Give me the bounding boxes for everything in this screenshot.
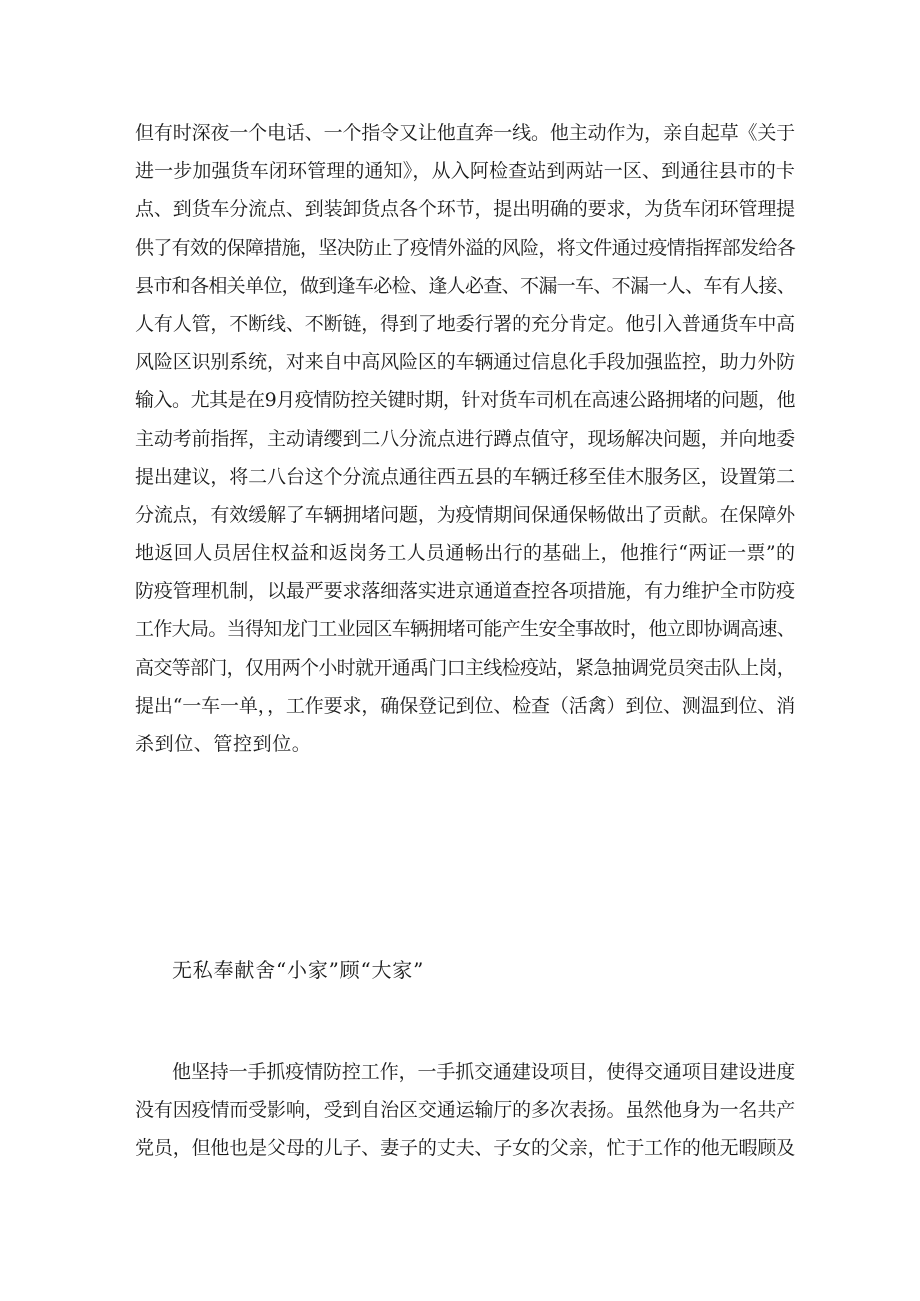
body-paragraph-1	[135, 114, 795, 763]
paragraph-line: 地返回人员居住权益和返岗务工人员通畅出行的基础上，他推行“两证一票”的	[135, 542, 796, 565]
paragraph-line: 分流点，有效缓解了车辆拥堵问题，为疫情期间保通保畅做出了贡献。在保障外	[135, 503, 795, 526]
paragraph-line: 进一步加强货车闭环管理的通知》，从入阿检查站到两站一区、到通往县市的卡	[135, 160, 795, 183]
paragraph-line: 他坚持一手抓疫情防控工作，一手抓交通建设项目，使得交通项目建设进度	[172, 1061, 795, 1083]
paragraph-line: 输入。尤其是在9月疫情防控关键时期，针对货车司机在高速公路拥堵的问题，他	[135, 389, 795, 412]
paragraph-line: 但有时深夜一个电话、一个指令又让他直奔一线。他主动作为，亲自起草《关于	[135, 122, 795, 144]
paragraph-line: 杀到位、管控到位。	[135, 733, 312, 755]
paragraph-line: 提出建议，将二八台这个分流点通往西五县的车辆迁移至佳木服务区，设置第二	[135, 465, 795, 488]
paragraph-line: 提出“一车一单，，工作要求，确保登记到位、检查（活禽）到位、测温到位、消	[135, 694, 795, 717]
paragraph-line: 点、到货车分流点、到装卸货点各个环节，提出明确的要求，为货车闭环管理提	[135, 198, 795, 221]
paragraph-line: 风险区识别系统，对来自中高风险区的车辆通过信息化手段加强监控，助力外防	[135, 351, 795, 374]
paragraph-line: 人有人管，不断线、不断链，得到了地委行署的充分肯定。他引入普通货车中高	[135, 312, 795, 335]
paragraph-line: 没有因疫情而受影响，受到自治区交通运输厅的多次表扬。虽然他身为一名共产	[135, 1099, 795, 1122]
paragraph-line: 主动考前指挥，主动请缨到二八分流点进行蹲点值守，现场解决问题，并向地委	[135, 427, 795, 450]
paragraph-line: 党员，但他也是父母的儿子、妻子的丈夫、子女的父亲，忙于工作的他无暇顾及	[135, 1137, 795, 1160]
section-heading: 无私奉献舍“小家”顾“大家”	[172, 958, 425, 982]
paragraph-line: 县市和各相关单位，做到逢车必检、逢人必查、不漏一车、不漏一人、车有人接、	[135, 274, 795, 297]
paragraph-line: 工作大局。当得知龙门工业园区车辆拥堵可能产生安全事故时，他立即协调高速、	[135, 618, 795, 641]
body-paragraph-2	[135, 1053, 795, 1168]
paragraph-line: 供了有效的保障措施，坚决防止了疫情外溢的风险，将文件通过疫情指挥部发给各	[135, 236, 795, 259]
paragraph-line: 防疫管理机制，以最严要求落细落实进京通道查控各项措施，有力维护全市防疫	[135, 580, 795, 603]
paragraph-line: 高交等部门，仅用两个小时就开通禹门口主线检疫站，紧急抽调党员突击队上岗，	[135, 656, 795, 679]
